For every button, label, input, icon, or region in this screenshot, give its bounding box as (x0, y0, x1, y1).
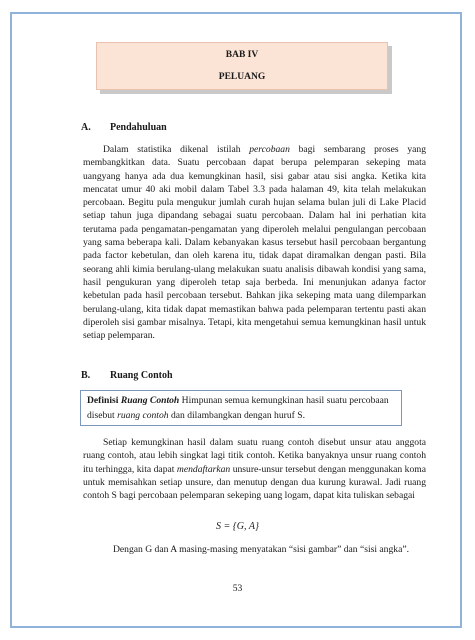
definition-text-1: Himpunan semua kemungkinan hasil suatu percobaan disebut (87, 395, 389, 421)
page-number: 53 (232, 583, 243, 594)
section-a-text-1: Dalam statistika dikenal istilah (103, 144, 250, 155)
definition-text-2: dan dilambangkan dengan huruf S. (168, 410, 305, 421)
section-b-term-mendaftarkan: mendaftarkan (176, 463, 231, 475)
section-b-paragraph (83, 436, 426, 502)
section-a-letter: A. (81, 122, 91, 133)
chapter-title: PELUANG (218, 72, 266, 82)
closing-paragraph (83, 543, 426, 556)
definition-term: Ruang Contoh (120, 395, 180, 406)
section-b-text-1: Setiap kemungkinan hasil dalam suatu ruang contoh disebut unsur atau anggota ruang contoh, atau lebih singkat lagi titik contoh. Ketika banyaknya unsur ruang contoh itu terhingga, kita dapat (83, 437, 426, 475)
section-b-text-2: unsure-unsur tersebut dengan menggunakan koma untuk memisahkan setiap unsure, dan menutup dengan dua kurung kurawal. Jadi ruang contoh S bagi percobaan pelemparan sekeping uang logam, dapat kita tuliskan sebagai (83, 463, 426, 502)
sample-space-formula: S = {G, A} (216, 521, 259, 532)
definition-term-2: ruang contoh (117, 410, 169, 421)
section-a-text-2: bagi sembarang proses yang membangkitkan data. Suatu percobaan dapat berupa pelemparan sekeping mata uangyang hanya ada dua kemungkinan hasil, sisi gabar atau sisi angka. Ketika kita mencatat umur 40 aki mobil dalam Tabel 3.3 pada halaman 49, kita telah melakukan percobaan. Begitu pula mengukur jumlah curah hujan selama bulan juli di Lake Placid setiap tahun juga dipandang sebagai suatu percobaan. Dalam hal ini perhatian kita terutama pada pengamatan-pengamatan yang diperoleh melalui pengulangan percobaan yang sama beberapa kali. Dalam kebanyakan kasus tersebut hasil percobaan bergantung pada factor kebetulan, dan oleh karena itu, tidak dapat diramalkan dengan pasti. Bila seorang ahli kimia berulang-ulang melakukan suatu analisis dibawah kondisi yang sama, hasil pengukuran yang diperoleh tetap saja berbeda. Ini menunjukan adanya factor kebetulan pada hasil percobaan tersebut. Bahkan jika sekeping mata uang dilemparkan berulang-ulang, kita tidak dapat memastikan bahwa pada pelemparan tertentu pasti akan diperoleh sisi gambar misalnya. Tetapi, kita mengetahui semua kemungkinan hasil untuk setiap pelemparan. (83, 144, 426, 342)
section-a-term-percobaan: percobaan (249, 144, 290, 155)
chapter-label: BAB IV (225, 50, 259, 60)
section-b-heading (81, 370, 381, 384)
section-b-letter: B. (81, 370, 91, 381)
section-a-paragraph (83, 143, 426, 342)
section-b-title: Ruang Contoh (110, 370, 173, 381)
section-a-title: Pendahuluan (110, 122, 167, 133)
definition-label: Definisi (87, 395, 121, 406)
chapter-heading-box (96, 42, 388, 90)
closing-text: Dengan G dan A masing-masing menyatakan “sisi gambar” dan “sisi angka”. (113, 544, 409, 555)
definition-box (80, 390, 402, 426)
section-a-heading (81, 122, 381, 136)
